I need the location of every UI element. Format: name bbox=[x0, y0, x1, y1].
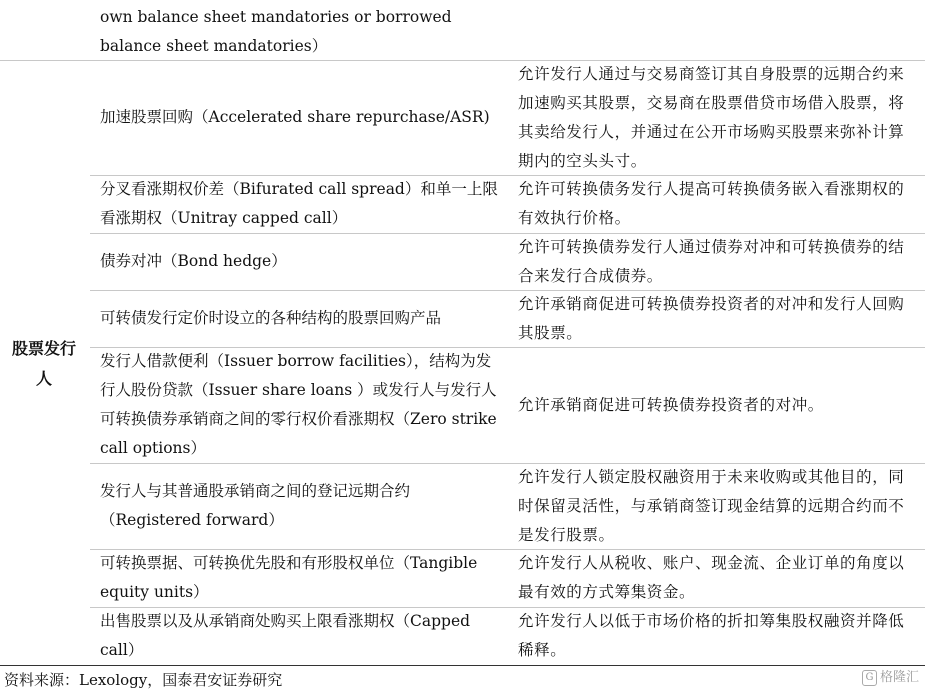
row-name: 可转换票据、可转换优先股和有形股权单位（Tangible equity units） bbox=[100, 554, 478, 601]
row-description: 允许发行人以低于市场价格的折扣筹集股权融资并降低稀释。 bbox=[518, 612, 905, 659]
row-name: 债券对冲（Bond hedge） bbox=[100, 252, 287, 270]
row-description: 允许承销商促进可转换债券投资者的对冲。 bbox=[518, 396, 824, 414]
watermark bbox=[862, 668, 919, 688]
row-description: 允许发行人锁定股权融资用于未来收购或其他目的，同时保留灵活性，与承销商签订现金结算的远期合约而不是发行股票。 bbox=[518, 468, 905, 544]
watermark-text: 格隆汇 bbox=[879, 670, 919, 685]
row-description: 允许发行人从税收、账户、现金流、企业订单的角度以最有效的方式筹集资金。 bbox=[518, 554, 905, 601]
row-name: 可转债发行定价时设立的各种结构的股票回购产品 bbox=[100, 309, 442, 327]
source-note: 资料来源：Lexology，国泰君安证券研究 bbox=[4, 671, 283, 689]
row-description: 允许可转换债务发行人提高可转换债务嵌入看涨期权的有效执行价格。 bbox=[518, 180, 905, 227]
watermark-logo-icon: G bbox=[862, 670, 877, 686]
row-description: 允许可转换债券发行人通过债券对冲和可转换债券的结合来发行合成债券。 bbox=[518, 238, 905, 285]
category-label: 股票发行人 bbox=[11, 339, 76, 388]
row-name: 发行人与其普通股承销商之间的登记远期合约（Registered forward） bbox=[100, 482, 411, 529]
row-description: 允许发行人通过与交易商签订其自身股票的远期合约来加速购买其股票，交易商在股票借贷市场借入股票，将其卖给发行人，并通过在公开市场购买股票来弥补计算期内的空头头寸。 bbox=[518, 65, 905, 170]
row-name: 加速股票回购（Accelerated share repurchase/ASR) bbox=[100, 108, 490, 126]
row-description: 允许承销商促进可转换债券投资者的对冲和发行人回购其股票。 bbox=[518, 295, 905, 342]
row-name: 发行人借款便利（Issuer borrow facilities），结构为发行人股份贷款（Issuer share loans ）或发行人与发行人可转换债券承销商之间的零行权价看涨期权（Zero strike call options） bbox=[100, 352, 497, 457]
row-name: 分叉看涨期权价差（Bifurated call spread）和单一上限看涨期权（Unitray capped call） bbox=[100, 180, 498, 227]
row-name: 出售股票以及从承销商处购买上限看涨期权（Capped call） bbox=[100, 612, 471, 659]
row-continuation-text: own balance sheet mandatories or borrowed balance sheet mandatories） bbox=[100, 8, 452, 55]
